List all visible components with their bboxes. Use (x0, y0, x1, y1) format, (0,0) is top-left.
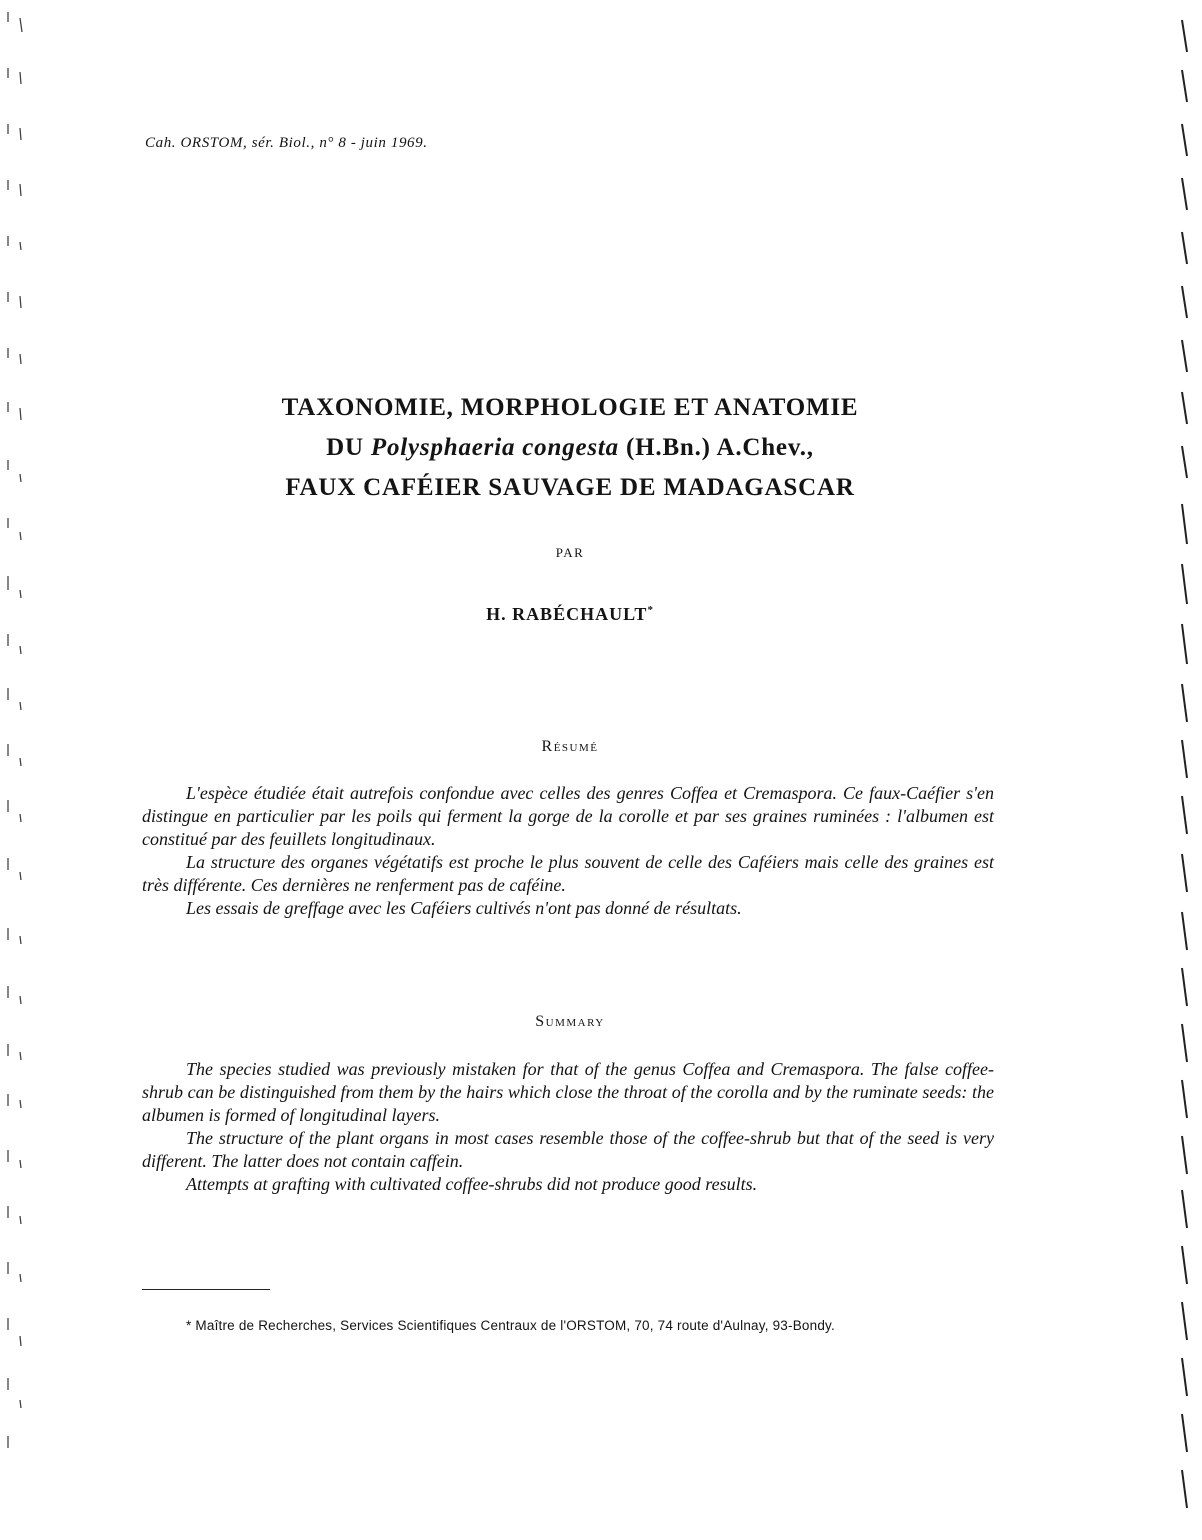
title-line-3: FAUX CAFÉIER SAUVAGE DE MADAGASCAR (285, 474, 855, 501)
par-label: PAR (555, 545, 585, 560)
footnote-divider (142, 1289, 270, 1290)
summary-paragraph: The species studied was previously mistaken for that of the genus Coffea and Cremaspora. The false coffee-shrub can be distinguished from them by the hairs which close the throat of the corolla and by the ruminate seeds: the albumen is formed of longitudinal layers. (142, 1059, 994, 1125)
journal-reference: Cah. ORSTOM, sér. Biol., n° 8 - juin 1969. (145, 135, 428, 151)
resume-paragraph: La structure des organes végétatifs est proche le plus souvent de celle des Caféiers mais celle des graines est très différente. Ces dernières ne renferment pas de caféine. (142, 852, 994, 895)
summary-paragraph: The structure of the plant organs in most cases resemble those of the coffee-shrub but that of the seed is very different. The latter does not contain caffein. (142, 1128, 994, 1171)
footnote-mark: * (186, 1318, 192, 1333)
summary-body (142, 1058, 994, 1196)
summary-heading: Summary (535, 1013, 605, 1030)
title-line-2 (0, 428, 1140, 468)
author-footnote-mark: * (647, 604, 654, 616)
title-prefix: DU (326, 434, 371, 461)
footnote (186, 1318, 835, 1333)
species-authority: (H.Bn.) A.Chev., (618, 434, 814, 461)
right-scan-edge-marks (1180, 0, 1202, 1540)
article-title (0, 388, 1140, 508)
author-text: H. RABÉCHAULT (486, 604, 648, 624)
author-name (0, 604, 1140, 625)
summary-paragraph: Attempts at grafting with cultivated coffee-shrubs did not produce good results. (186, 1174, 758, 1194)
resume-body (142, 782, 994, 920)
resume-heading: Résumé (541, 738, 599, 755)
resume-paragraph: Les essais de greffage avec les Caféiers cultivés n'ont pas donné de résultats. (186, 898, 742, 918)
title-line-1: TAXONOMIE, MORPHOLOGIE ET ANATOMIE (281, 394, 859, 421)
resume-paragraph: L'espèce étudiée était autrefois confondue avec celles des genres Coffea et Cremaspora. Ce faux-Caéfier s'en distingue en particulier par les poils qui ferment la gorge de la corolle et par ses graines ruminées : l'albumen est constitué par des feuillets longitudinaux. (142, 783, 994, 849)
left-scan-edge-marks (0, 0, 30, 1540)
footnote-text: Maître de Recherches, Services Scientifiques Centraux de l'ORSTOM, 70, 74 route d'Aulnay, 93-Bondy. (195, 1318, 835, 1333)
species-name: Polysphaeria congesta (370, 434, 619, 461)
